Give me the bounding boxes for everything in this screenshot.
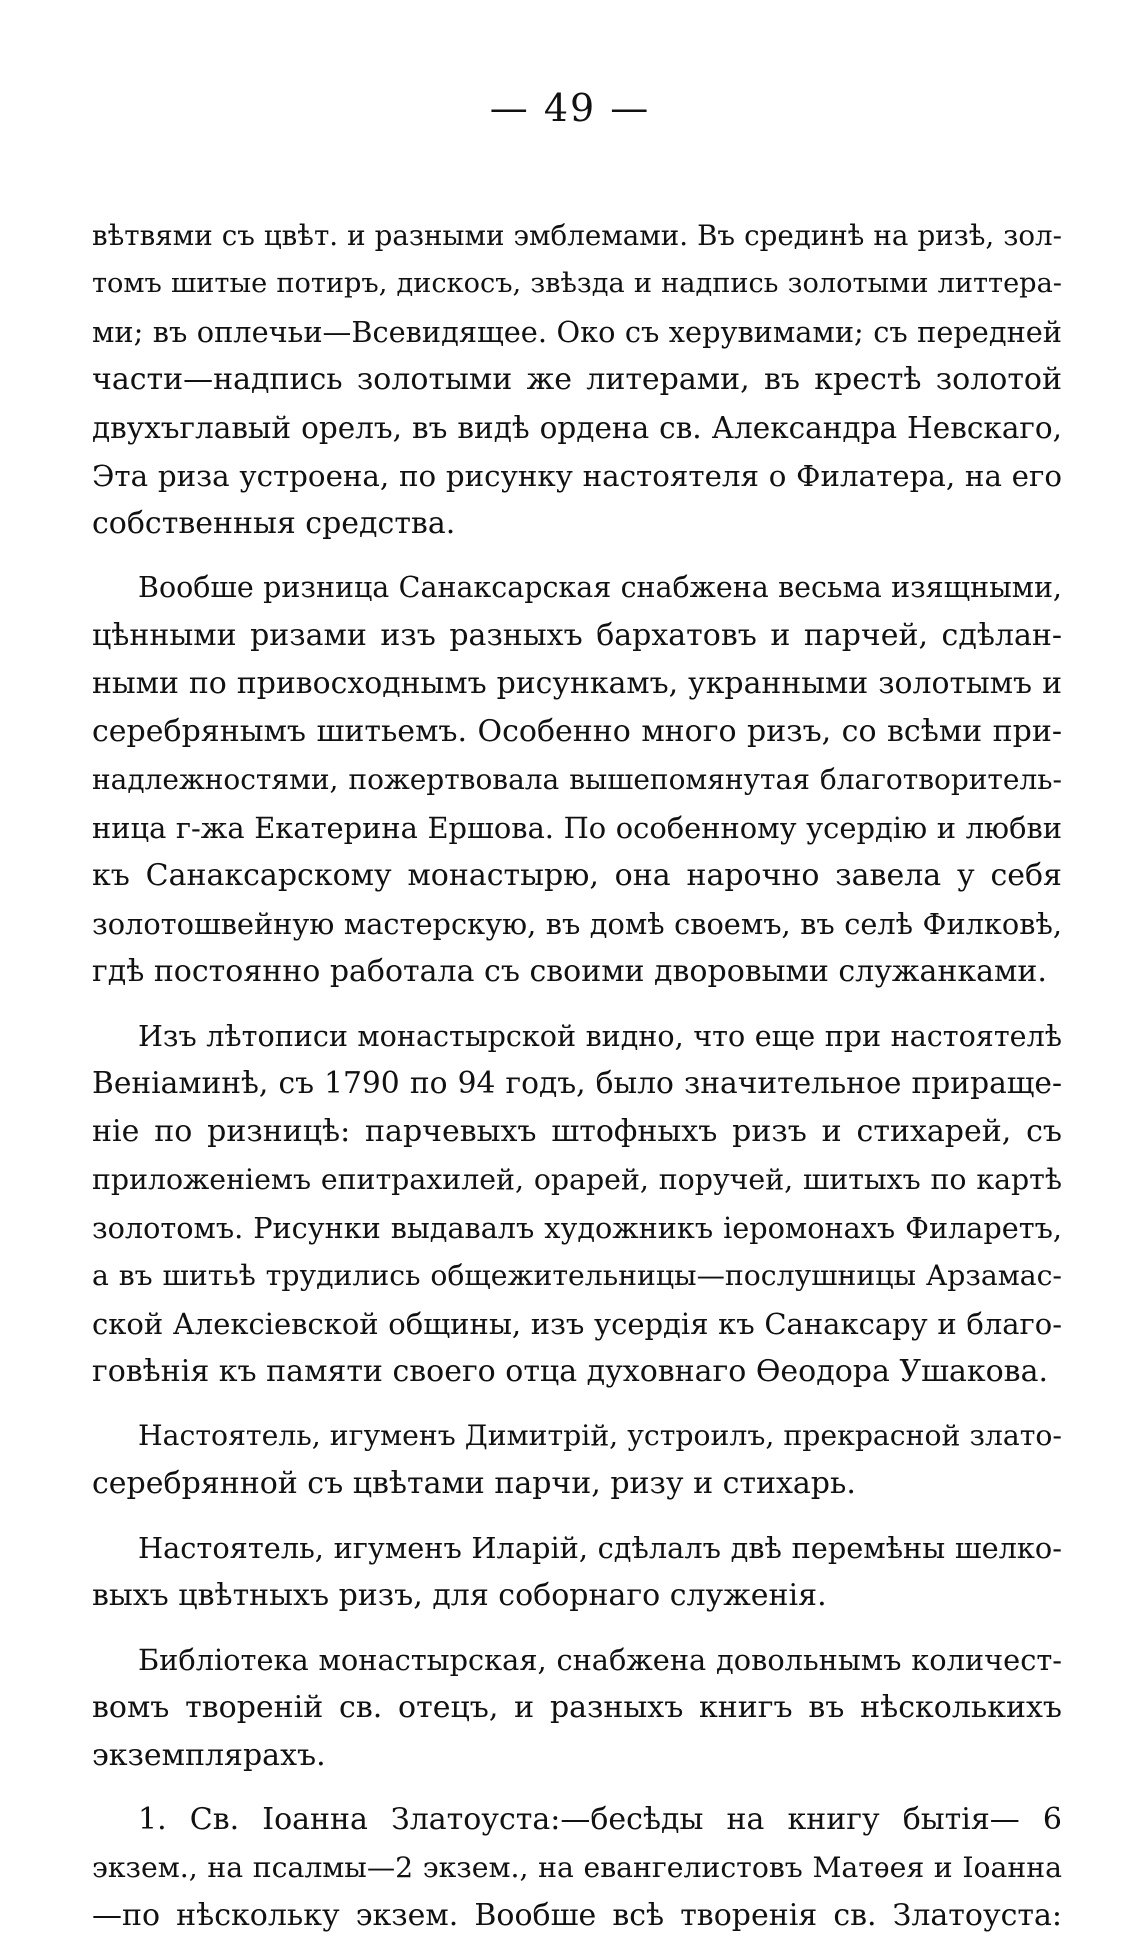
text-line: —по нѣскольку экзем. Вообше всѣ творенія св. Златоуста:: [92, 1898, 1062, 1933]
text-line: ской Алексіевской общины, изъ усердія къ Санаксару и благо-: [92, 1307, 1062, 1341]
text-line: 1. Св. Іоанна Златоуста:—бесѣды на книгу бытія— 6: [138, 1802, 1062, 1837]
text-line: Веніаминѣ, съ 1790 по 94 годъ, было значительное приращe-: [92, 1066, 1062, 1101]
text-line: выхъ цвѣтныхъ ризъ, для соборнаго служенія.: [92, 1578, 827, 1613]
paragraph: [92, 212, 1062, 548]
text-line: къ Санаксарскому монастырю, она нарочно завела у себя: [92, 858, 1062, 893]
text-line: ніе по ризницѣ: парчевыхъ штофныхъ ризъ и стихарей, съ: [92, 1114, 1062, 1149]
paragraph: [92, 1412, 1062, 1508]
text-line: Эта риза устроена, по рисунку настоятеля о Филатера, на его: [92, 459, 1062, 493]
text-line: Библіотека монастырская, снабжена довольнымъ количест-: [138, 1643, 1062, 1677]
text-line: двухъглавый орелъ, въ видѣ ордена св. Александра Невскаго,: [92, 411, 1062, 445]
text-line: ница г-жа Екатерина Ершова. По особенному усердію и любви: [92, 811, 1062, 845]
paragraph: [92, 1636, 1062, 1780]
text-line: а въ шитьѣ трудились общежительницы—послушницы Арзамас-: [92, 1259, 1062, 1292]
text-line: вомъ твореній св. отецъ, и разныхъ книгъ въ нѣсколькихъ: [92, 1690, 1062, 1725]
text-line: серебрянымъ шитьемъ. Особенно много ризъ, со всѣми при-: [92, 714, 1062, 749]
text-line: цѣнными ризами изъ разныхъ бархатовъ и парчей, сдѣлан-: [92, 618, 1062, 653]
text-line: томъ шитые потиръ, дискосъ, звѣзда и надпись золотыми литтера-: [92, 268, 1062, 299]
text-line: надлежностями, пожертвовала вышепомянутая благотворитель-: [92, 763, 1062, 796]
text-line: говѣнія къ памяти своего отца духовнаго Ѳеодора Ушакова.: [92, 1354, 1048, 1389]
text-line: Вообше ризница Санаксарская снабжена весьма изящными,: [138, 571, 1062, 604]
text-line: экземплярахъ.: [92, 1738, 326, 1773]
paragraph: [92, 1796, 1062, 1940]
text-line: Настоятель, игуменъ Димитрій, устроилъ, прекрасной злато-: [138, 1419, 1062, 1452]
paragraph: [92, 564, 1062, 996]
body-text: [92, 212, 1062, 1956]
text-line: собственныя средства.: [92, 506, 456, 541]
text-line: ми; въ оплечьи—Всевидящее. Око съ херувимами; съ передней: [92, 315, 1062, 349]
text-line: Настоятель, игуменъ Иларій, сдѣлалъ двѣ перемѣны шелко-: [138, 1531, 1062, 1565]
page-number: — 49 —: [489, 86, 651, 130]
text-line: серебрянной съ цвѣтами парчи, ризу и стихарь.: [92, 1466, 856, 1501]
text-line: экзем., на псалмы—2 экзем., на евангелистовъ Матѳея и Іоанна: [92, 1851, 1062, 1884]
text-line: гдѣ постоянно работала съ своими дворовыми служанками.: [92, 954, 1047, 989]
text-line: Изъ лѣтописи монастырской видно, что еще при настоятелѣ: [138, 1019, 1062, 1053]
text-line: золотомъ. Рисунки выдавалъ художникъ іеромонахъ Филаретъ,: [92, 1211, 1062, 1245]
paragraph: [92, 1524, 1062, 1620]
text-line: золотошвейную мастерскую, въ домѣ своемъ, въ селѣ Филковѣ,: [92, 907, 1062, 941]
text-line: вѣтвями съ цвѣт. и разными эмблемами. Въ срединѣ на ризѣ, зол-: [92, 219, 1062, 252]
text-line: ными по привосходнымъ рисункамъ, укранными золотымъ и: [92, 666, 1062, 701]
text-line: приложеніемъ епитрахилей, орарей, поручей, шитыхъ по картѣ: [92, 1163, 1062, 1196]
text-line: части—надпись золотыми же литерами, въ крестѣ золотой: [92, 362, 1062, 397]
paragraph: [92, 1012, 1062, 1396]
